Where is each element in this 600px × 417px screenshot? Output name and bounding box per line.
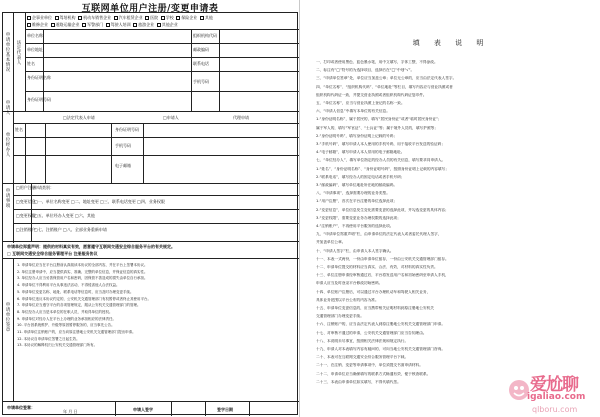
instruction-line: 五、“单位名称”，应当与营业执照上登记的名称一致。 (316, 101, 405, 105)
unit-type-option[interactable]: 驾培机构 (55, 15, 76, 20)
section-label-person: 单位经办人 (5, 133, 11, 158)
footer-date-label: 年 月 日 (63, 409, 78, 414)
note-line: 3. 单位经办人应当妥善保管用户名和密码，因保管不善造成的损失由单位自行承担。 (17, 276, 148, 281)
instruction-line: 3.“邮政编码”，填写单位地址所在地的邮政编码。 (316, 183, 398, 187)
instruction-line: 十九、申请人对本表填写内容有疑问的，可向当地公安机关交通管理部门咨询。 (316, 347, 446, 351)
unit-type-option[interactable]: 驾驶人培训 (106, 22, 131, 27)
instruction-line: 二十、本表可在互联网交通安全综合服务管理平台下载。 (316, 355, 409, 360)
statement-title: □ 互联网交通安全综合服务管理平台 注册服务协议 (7, 251, 98, 256)
instruction-line: 十五、申请单位变更信息的，应当携带相关证明材料到原注册地公安机关 (316, 306, 434, 310)
option-legal-person[interactable]: □法定代表人申请 (63, 115, 95, 120)
instruction-line: 2.“联系电话”，填写经办人的固定电话或者手机号码； (316, 174, 405, 179)
note-line: 5. 申请单位变更名称、地址、联系电话等信息时，应当及时办理变更手续。 (17, 289, 134, 294)
instruction-line: 组织机构代码证一致，并提交营业执照或者组织机构代码证复印件。 (316, 92, 427, 97)
label-id-type: 身份证明名称 (27, 75, 51, 80)
watermark-brand: 爱尬聊 (530, 375, 578, 395)
unit-type-option[interactable]: 医院 (145, 15, 158, 20)
unit-type-option[interactable]: 旅游企业 (133, 22, 154, 27)
item-change-info-detail: □一、单位名称变更 □二、地址变更 □三、联系电话变更 □四、业务权限 (34, 199, 165, 204)
instruction-line: 4.“注销账户”，不再使用平台服务的选择此项。 (316, 224, 394, 228)
section-label-applicant: 申请人 (5, 101, 11, 116)
unit-type-options-row2 (27, 22, 178, 27)
instruction-line: 十六、注销账户的，应当由法定代表人到原注册地公安机关交通管理部门申请。 (316, 322, 446, 327)
label-person-name: 姓名 (15, 127, 23, 132)
note-line: 2. 单位注册申请中，应当提供真实、准确、完整的单位信息，并保证信息的真实性。 (17, 269, 148, 274)
unit-type-option[interactable]: 军警部门 (82, 22, 103, 27)
instruction-line: 二十二、申请单位应当确保填写的联系方式畅通有效，便于核查联系。 (316, 371, 431, 376)
note-line: 4. 申请单位不得利用平台从事违法活动，不得侵害他人合法权益。 (17, 283, 120, 288)
instruction-line: 1.“姓名”、“身份证明名称”、“身份证明号码”，按照身份证明上记载的内容填写； (316, 166, 449, 171)
instructions-sheet (302, 0, 600, 417)
unit-type-option[interactable]: 维修企业 (27, 22, 48, 27)
instruction-line: 十七、对审核不通过的申请，公安机关交通管理部门应当告知理由。 (316, 330, 427, 335)
instruction-line: 1.“用户注册”，首次在平台注册的单位选择此项； (316, 199, 398, 204)
unit-type-option[interactable]: 保险企业 (176, 15, 197, 20)
instruction-line: 十八、本说明未尽事宜，按照相关法律法规和规定执行。 (316, 338, 409, 343)
instruction-line: 十一、本表一式两份，一份由申请单位留存，一份由公安机关交通管理部门留存。 (316, 256, 449, 261)
label-org-code: 组织机构代码 (193, 33, 217, 38)
item-change-perm-detail: □五、单位经办人变更 □六、其他 (34, 213, 95, 218)
unit-type-option[interactable]: 道路运输企业 (51, 22, 80, 27)
instruction-line: 十、“申请人签字”栏，由申请人本人签字确认。 (316, 248, 394, 253)
instruction-line: 并加盖单位公章。 (316, 240, 346, 245)
label-mobile: 手机号码 (193, 79, 209, 84)
option-agent[interactable]: □申请人 (163, 115, 179, 120)
instruction-line: 二十三、本表由申请单位如实填写，不得代填代签。 (316, 379, 401, 384)
instruction-line: 1.“身份证明名称”，属于居民的，填写“居民身份证”或者“临时居民身份证”； (316, 117, 442, 122)
unit-type-option[interactable]: 其他 (200, 15, 213, 20)
unit-type-option[interactable]: 汽车租赁企业 (114, 15, 143, 20)
note-line: 12. 本协议自申请单位签署之日起生效。 (17, 336, 80, 341)
instruction-line: 交通管理部门办理变更手续。 (316, 314, 364, 319)
instruction-line: 2.“变更信息”，单位信息发生变化需要变更的选择此项，并勾选变更的具体内容； (316, 207, 449, 212)
unit-type-option[interactable]: 企事业单位 (27, 15, 52, 20)
watermark-url: igaliao.com (527, 392, 586, 402)
instruction-line: 十四、单位账户注册后，可以通过平台办理机动车和驾驶人相关业务， (316, 289, 431, 294)
item-register[interactable]: □用户注册 (16, 185, 36, 190)
label-id-number: 身份证明号码 (27, 97, 51, 102)
item-register-detail: 申请类别： (34, 185, 54, 190)
footer-person-label: 申请人签字 (133, 407, 153, 412)
instruction-line: 十二、申请单位提交的材料应当真实、合法、有效，对材料的真实性负责。 (316, 265, 438, 269)
label-person-id: 身份证明号码 (115, 127, 139, 132)
instruction-line: 八、“申请事项”，选择需要办理的业务类型。 (316, 191, 390, 196)
label-postal: 邮政编码 (193, 47, 209, 52)
instruction-line: 属于军人的，填写“军官证”、“士兵证”等；属于境外人员的，填写护照等； (316, 125, 438, 130)
instruction-line: 四、“单位名称”、“组织机构代码”、“单位地址”等栏目，填写内容应与营业执照或者 (316, 84, 453, 89)
unit-type-options-row1 (27, 15, 213, 20)
unit-type-option[interactable]: 学校 (161, 15, 174, 20)
instruction-line: 九、“申请单位郑重声明”栏，由申请单位的法定代表人或者委托代理人签字， (316, 232, 442, 237)
instruction-line: 2.“身份证明号码”，填写身份证明上记载的号码； (316, 133, 398, 138)
instruction-line: 申请人应当及时登录平台修改初始密码。 (316, 281, 383, 286)
label-unit-name: 单位名称 (27, 33, 43, 38)
instruction-line: 一、打印或者使用黑色、蓝色墨水笔，用中文填写，字体工整，不得涂改。 (316, 60, 438, 64)
item-change-perm[interactable]: □变更权限 (16, 213, 36, 218)
section-label-unit: 申请单位基本情况 (5, 33, 11, 73)
note-line: 10. 平台因系统维护、升级等原因暂停服务的，应当事先公告。 (17, 323, 115, 328)
section-label-items: 申请事项 (5, 189, 11, 209)
unit-type-option[interactable]: 其他企业 (157, 22, 178, 27)
label-address: 单位地址 (27, 47, 43, 52)
instruction-line: 六、“申请人信息”中填写本单位的有关信息。 (316, 109, 390, 114)
footer-audit-label: 签字日期 (217, 407, 233, 412)
note-line: 1. 申请单位应当在平台注册前认真阅读本协议的全部内容，并在平台上签署本协议。 (17, 263, 148, 267)
notes-block (17, 262, 151, 349)
item-cancel-detail: □七、注销账户 □八、全部业务重新申请 (34, 227, 107, 232)
unit-type-option[interactable]: 机动车销售企业 (78, 15, 111, 20)
note-line: 7. 申请单位应当遵守平台的各项管理规定，服从公安机关交通管理部门的管理。 (17, 303, 141, 308)
label-person-email: 电子邮箱 (115, 163, 131, 168)
footer-sign-label: 申请单位签章： (7, 405, 35, 410)
declaration-text: 申请单位郑重声明：提供的材料真实有效，愿意遵守互联网交通安全综合服务平台的有关规定。 (7, 244, 175, 249)
instructions-title: 填 表 说 明 (412, 39, 490, 47)
instruction-line: 3.“变更权限”，需要变更业务办理权限的选择此项； (316, 215, 401, 220)
section-label-legal: 法定代表人 (16, 41, 22, 66)
instruction-line: 3.“手机号码”，填写申请人本人使用的手机号码，用于接收平台发送的验证码； (316, 142, 446, 146)
label-phone: 联系电话 (193, 61, 209, 66)
instruction-line: 十三、单位注册申请经审核通过后，平台将发送用户名和初始密码至申请人手机， (316, 273, 449, 278)
instruction-line: 三、“申请单位签章”处，单位应当加盖公章；单位无公章的，应当由法定代表人签字。 (316, 76, 457, 81)
form-frame (2, 12, 298, 415)
watermark-domain: qlboru.com (532, 405, 578, 414)
note-line: 6. 申请单位违反本协议约定的，公安机关交通管理部门有权暂停或者终止其使用平台。 (17, 296, 151, 301)
label-name: 姓名 (27, 61, 35, 66)
form-title: 互联网单位用户注册/变更申请表 (81, 4, 219, 14)
instruction-line: 4.“电子邮箱”，填写申请人本人常用的电子邮箱地址。 (316, 150, 405, 155)
note-line: 11. 申请单位注销账户的，应当向原注册地公安机关交通管理部门提出申请。 (17, 330, 136, 335)
option-proxy[interactable]: 代理申请 (233, 115, 249, 120)
instruction-line: 七、“单位经办人”，填写单位指定的经办人员的有关信息，填写要求同申请人。 (316, 158, 446, 163)
item-change-info[interactable]: □变更信息 (16, 199, 36, 204)
note-line: 8. 单位经办人应当是本单位的在职人员，并取得单位的授权。 (17, 309, 113, 314)
section-label-notes: 申请单位签章 (5, 303, 11, 333)
instruction-line: 具体业务范围以平台公布的内容为准。 (316, 297, 379, 302)
item-cancel[interactable]: □注销账户 (16, 227, 36, 232)
instruction-line: 二十一、在注销、变更等申请事项中，单位须提交书面申请材料。 (316, 363, 423, 368)
note-line: 13. 本协议的解释权归公安机关交通管理部门所有。 (17, 343, 98, 348)
note-line: 9. 申请单位对经办人在平台上办理的业务承担相应的法律责任。 (17, 316, 116, 321)
label-person-mobile: 手机号码 (115, 143, 131, 148)
instruction-line: 二、标注有“□”符号的为选择项目，选择后在“□”中划“√”。 (316, 68, 415, 73)
